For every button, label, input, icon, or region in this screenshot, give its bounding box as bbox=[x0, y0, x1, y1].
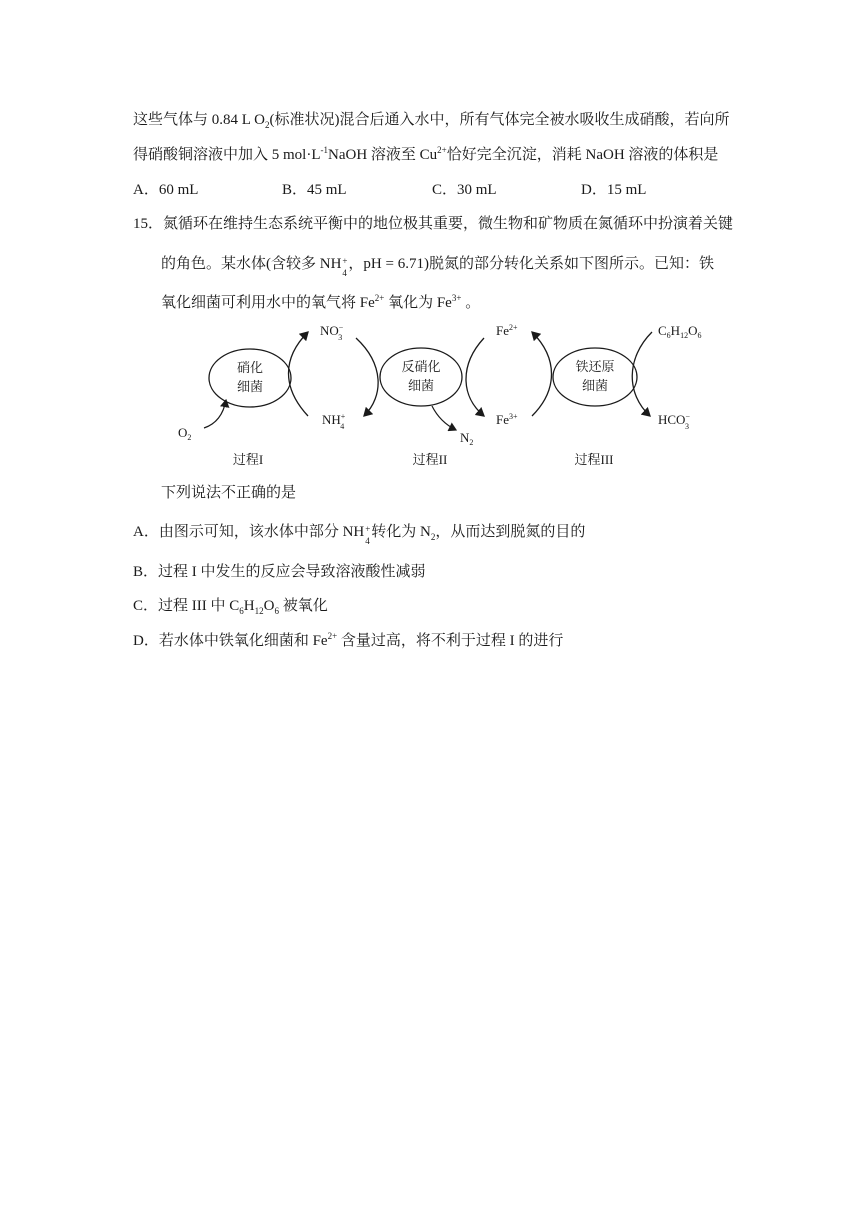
q14-option-a[interactable]: A．60 mL bbox=[133, 182, 199, 198]
o2-arrow bbox=[204, 400, 226, 428]
process2-label: 过程II bbox=[412, 452, 448, 467]
nitrifying-bacteria-ellipse bbox=[209, 349, 291, 407]
process1-label: 过程I bbox=[232, 452, 264, 467]
q15-stem-line-2: 的角色。某水体(含较多 NH + 4 ，pH = 6.71)脱氮的部分转化关系如下图所示。已知：铁 bbox=[161, 256, 714, 278]
denitrifying-bacteria-label-2: 细菌 bbox=[407, 378, 435, 393]
iron-reducing-bacteria-label-2: 细菌 bbox=[581, 378, 609, 393]
process1-arrow-up bbox=[289, 332, 309, 416]
q14-line-1: 这些气体与 0.84 L $O_2$(标准状况)混合后通入水中，所有气体完全被水吸收生成硝酸，若向所 bbox=[133, 112, 730, 130]
nitrogen-cycle-diagram bbox=[170, 318, 730, 478]
fe-right-arrow bbox=[532, 332, 552, 416]
q15-stem-line-3: 氧化细菌可利用水中的氧气将 $Fe^{2+}$ 氧化为 $Fe^{3+}$ 。 bbox=[161, 293, 481, 311]
n2-arrow bbox=[432, 406, 456, 430]
process3-label: 过程III bbox=[574, 452, 614, 467]
process2-arrow-down bbox=[356, 338, 378, 416]
fe2-label: $Fe^{2+}$ bbox=[496, 323, 518, 338]
q15-option-a[interactable]: A．由图示可知，该水体中部分 NH + 4 转化为 $N_2$，从而达到脱氮的目的 bbox=[133, 524, 586, 546]
denitrifying-bacteria-label-1: 反硝化 bbox=[401, 359, 441, 374]
fe-left-arrow bbox=[466, 338, 484, 416]
nitrifying-bacteria-label-1: 硝化 bbox=[236, 360, 264, 375]
no3-label: NO− 3 bbox=[320, 323, 344, 342]
q15-option-d[interactable]: D．若水体中铁氧化细菌和 $Fe^{2+}$ 含量过高，将不利于过程 I 的进行 bbox=[133, 631, 564, 649]
iron-reducing-bacteria-ellipse bbox=[553, 348, 637, 406]
o2-label: $O_2$ bbox=[178, 425, 192, 442]
denitrifying-bacteria-ellipse bbox=[380, 348, 462, 406]
q15-option-c[interactable]: C．过程 III 中 $C_6H_{12}O_6$ 被氧化 bbox=[133, 598, 328, 616]
q15-prompt: 下列说法不正确的是 bbox=[161, 485, 297, 501]
q15-option-b[interactable]: B．过程 I 中发生的反应会导致溶液酸性减弱 bbox=[133, 564, 426, 580]
fe3-label: $Fe^{3+}$ bbox=[496, 412, 518, 427]
glucose-arrow bbox=[632, 332, 652, 416]
n2-label: $N_2$ bbox=[460, 430, 474, 447]
q14-line-2: 得硝酸铜溶液中加入 5 $mol\cdot L^{-1}NaOH$ 溶液至 $Cu^{2+}$恰好完全沉淀，消耗 NaOH 溶液的体积是 bbox=[133, 145, 719, 163]
glucose-label: $C_6H_{12}O_6$ bbox=[658, 323, 702, 340]
nh4-label: NH+ 4 bbox=[322, 412, 346, 431]
q14-option-d[interactable]: D．15 mL bbox=[581, 182, 647, 198]
iron-reducing-bacteria-label-1: 铁还原 bbox=[575, 359, 615, 374]
q14-option-b[interactable]: B．45 mL bbox=[282, 182, 347, 198]
hco3-label: HCO− 3 bbox=[658, 412, 690, 431]
nitrifying-bacteria-label-2: 细菌 bbox=[236, 379, 264, 394]
q14-option-c[interactable]: C．30 mL bbox=[432, 182, 497, 198]
q15-stem-line-1: 15．氮循环在维持生态系统平衡中的地位极其重要，微生物和矿物质在氮循环中扮演着关键 bbox=[133, 216, 734, 232]
